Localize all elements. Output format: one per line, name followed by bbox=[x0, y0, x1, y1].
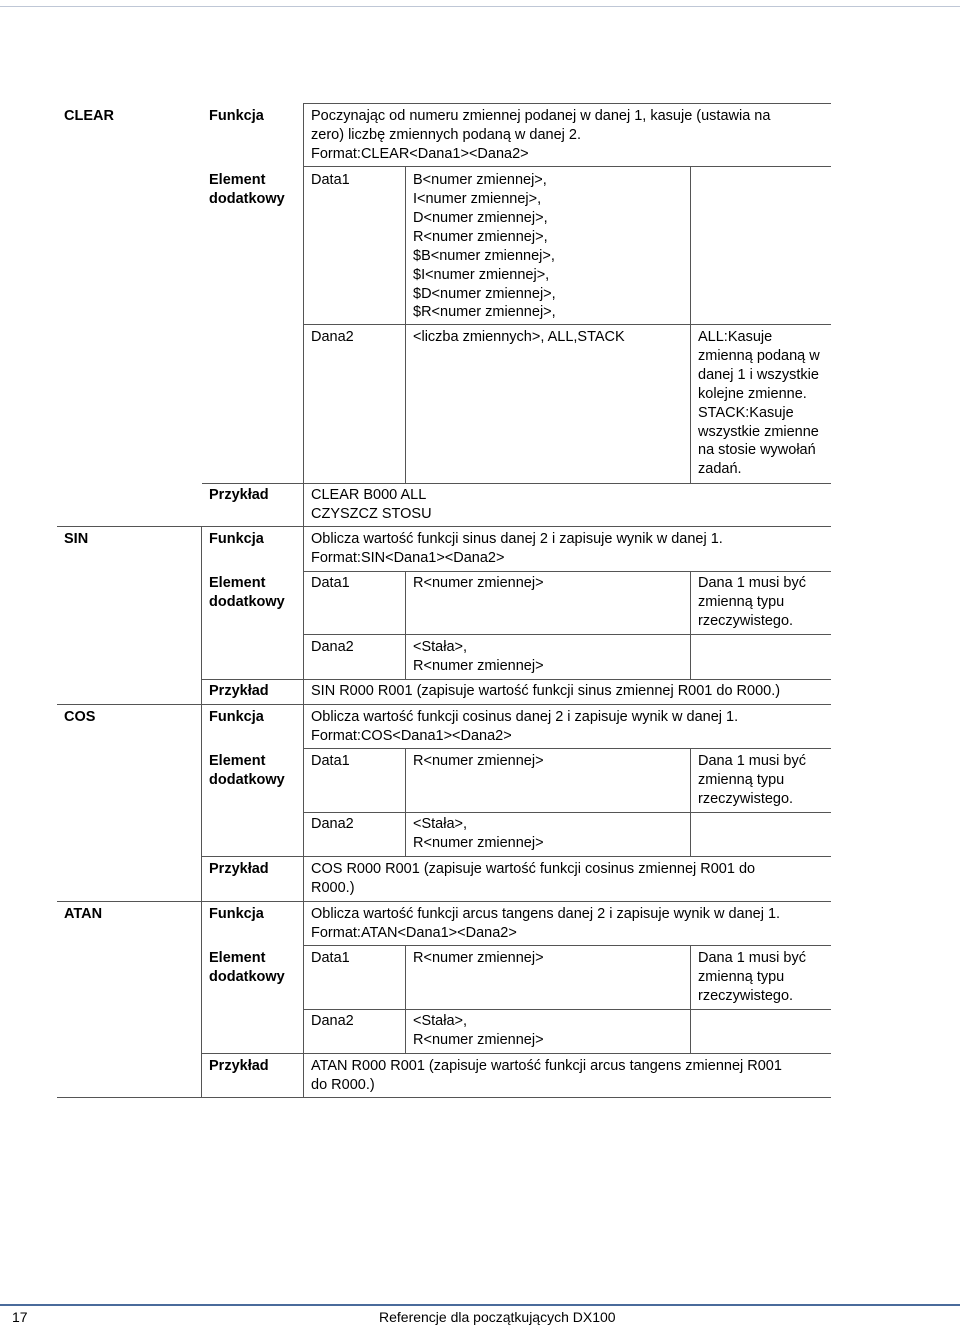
table-rule bbox=[57, 704, 831, 705]
przyklad-line: R000.) bbox=[311, 880, 355, 896]
data1-note-line: zmienną typu bbox=[698, 772, 785, 788]
przyklad-line: do R000.) bbox=[311, 1077, 375, 1093]
description-line: Oblicza wartość funkcji cosinus danej 2 i zapisuje wynik w danej 1. bbox=[311, 709, 739, 725]
description-line: Poczynając od numeru zmiennej podanej w danej 1, kasuje (ustawia na bbox=[311, 108, 771, 124]
funkcja-label: Funkcja bbox=[209, 709, 264, 725]
table-rule bbox=[303, 103, 831, 104]
table-vrule bbox=[690, 571, 691, 679]
przyklad-label: Przykład bbox=[209, 1058, 269, 1074]
table-vrule bbox=[405, 748, 406, 856]
data1-value-line: $R<numer zmiennej>, bbox=[413, 304, 556, 320]
table-vrule bbox=[690, 748, 691, 856]
data1-value: R<numer zmiennej> bbox=[413, 950, 544, 966]
element-label: Element bbox=[209, 950, 266, 966]
footer-title: Referencje dla początkujących DX100 bbox=[379, 1309, 616, 1325]
table-vrule bbox=[303, 103, 304, 1097]
dana2-label: Dana2 bbox=[311, 1013, 354, 1029]
table-vrule bbox=[405, 166, 406, 483]
dana2-note-line: danej 1 i wszystkie bbox=[698, 367, 819, 383]
description-line: Format:SIN<Dana1><Dana2> bbox=[311, 550, 505, 566]
data1-label: Data1 bbox=[311, 753, 350, 769]
page-number: 17 bbox=[12, 1309, 28, 1325]
data1-note-line: zmienną typu bbox=[698, 594, 785, 610]
command-name: COS bbox=[64, 709, 96, 725]
table-vrule bbox=[201, 527, 202, 1097]
funkcja-label: Funkcja bbox=[209, 531, 264, 547]
table-vrule bbox=[405, 945, 406, 1053]
command-name: ATAN bbox=[64, 906, 103, 922]
table-vrule bbox=[690, 945, 691, 1053]
data1-value: R<numer zmiennej> bbox=[413, 753, 544, 769]
element-label: dodatkowy bbox=[209, 191, 285, 207]
table-rule bbox=[57, 1097, 831, 1098]
data1-value-line: D<numer zmiennej>, bbox=[413, 210, 548, 226]
data1-note-line: Dana 1 musi być bbox=[698, 575, 806, 591]
description-line: Format:COS<Dana1><Dana2> bbox=[311, 728, 512, 744]
data1-label: Data1 bbox=[311, 172, 350, 188]
table-rule bbox=[202, 856, 831, 857]
table-rule bbox=[303, 571, 831, 572]
przyklad-line: CZYSZCZ STOSU bbox=[311, 506, 432, 522]
footer-rule bbox=[0, 1304, 960, 1306]
table-rule bbox=[303, 1009, 831, 1010]
element-label: Element bbox=[209, 172, 266, 188]
data1-note-line: rzeczywistego. bbox=[698, 988, 794, 1004]
przyklad-line: ATAN R000 R001 (zapisuje wartość funkcji arcus tangens zmiennej R001 bbox=[311, 1058, 782, 1074]
description-line: zero) liczbę zmiennych podaną w danej 2. bbox=[311, 127, 582, 143]
dana2-label: Dana2 bbox=[311, 639, 354, 655]
dana2-label: Dana2 bbox=[311, 816, 354, 832]
data1-note-line: Dana 1 musi być bbox=[698, 753, 806, 769]
data1-note-line: zmienną typu bbox=[698, 969, 785, 985]
dana2-note-line: wszystkie zmienne bbox=[698, 424, 819, 440]
dana2-label: Dana2 bbox=[311, 329, 354, 345]
dana2-value-line: <Stała>, bbox=[413, 1013, 468, 1029]
table-rule bbox=[303, 634, 831, 635]
table-rule bbox=[303, 166, 831, 167]
dana2-note-line: kolejne zmienne. bbox=[698, 386, 807, 402]
element-label: dodatkowy bbox=[209, 594, 285, 610]
table-rule bbox=[202, 679, 831, 680]
dana2-note-line: na stosie wywołań bbox=[698, 442, 816, 458]
przyklad-line: CLEAR B000 ALL bbox=[311, 487, 427, 503]
top-border bbox=[0, 6, 960, 7]
dana2-value-line: R<numer zmiennej> bbox=[413, 1032, 544, 1048]
table-rule bbox=[303, 324, 831, 325]
element-label: dodatkowy bbox=[209, 772, 285, 788]
data1-value-line: B<numer zmiennej>, bbox=[413, 172, 547, 188]
dana2-value: <liczba zmiennych>, ALL,STACK bbox=[413, 329, 625, 345]
element-label: dodatkowy bbox=[209, 969, 285, 985]
dana2-note-line: zadań. bbox=[698, 461, 742, 477]
dana2-value-line: <Stała>, bbox=[413, 639, 468, 655]
description-line: Format:CLEAR<Dana1><Dana2> bbox=[311, 146, 529, 162]
data1-value: R<numer zmiennej> bbox=[413, 575, 544, 591]
funkcja-label: Funkcja bbox=[209, 108, 264, 124]
table-rule bbox=[303, 748, 831, 749]
table-rule bbox=[202, 1053, 831, 1054]
data1-note-line: Dana 1 musi być bbox=[698, 950, 806, 966]
przyklad-label: Przykład bbox=[209, 861, 269, 877]
data1-value-line: $B<numer zmiennej>, bbox=[413, 248, 555, 264]
data1-label: Data1 bbox=[311, 575, 350, 591]
dana2-value-line: R<numer zmiennej> bbox=[413, 658, 544, 674]
funkcja-label: Funkcja bbox=[209, 906, 264, 922]
command-name: CLEAR bbox=[64, 108, 114, 124]
data1-label: Data1 bbox=[311, 950, 350, 966]
dana2-note-line: ALL:Kasuje bbox=[698, 329, 773, 345]
przyklad-line: COS R000 R001 (zapisuje wartość funkcji cosinus zmiennej R001 do bbox=[311, 861, 756, 877]
przyklad-label: Przykład bbox=[209, 683, 269, 699]
description-line: Oblicza wartość funkcji arcus tangens danej 2 i zapisuje wynik w danej 1. bbox=[311, 906, 781, 922]
data1-note-line: rzeczywistego. bbox=[698, 791, 794, 807]
description-line: Format:ATAN<Dana1><Dana2> bbox=[311, 925, 517, 941]
description-line: Oblicza wartość funkcji sinus danej 2 i zapisuje wynik w danej 1. bbox=[311, 531, 723, 547]
data1-value-line: $I<numer zmiennej>, bbox=[413, 267, 550, 283]
element-label: Element bbox=[209, 753, 266, 769]
data1-value-line: $D<numer zmiennej>, bbox=[413, 286, 556, 302]
command-name: SIN bbox=[64, 531, 89, 547]
przyklad-line: SIN R000 R001 (zapisuje wartość funkcji sinus zmiennej R001 do R000.) bbox=[311, 683, 781, 699]
element-label: Element bbox=[209, 575, 266, 591]
table-vrule bbox=[405, 571, 406, 679]
table-rule bbox=[303, 812, 831, 813]
table-rule bbox=[57, 901, 831, 902]
dana2-note-line: STACK:Kasuje bbox=[698, 405, 794, 421]
dana2-value-line: <Stała>, bbox=[413, 816, 468, 832]
przyklad-label: Przykład bbox=[209, 487, 269, 503]
table-rule bbox=[57, 526, 831, 527]
table-rule bbox=[303, 945, 831, 946]
table-rule bbox=[202, 483, 831, 484]
data1-value-line: I<numer zmiennej>, bbox=[413, 191, 542, 207]
data1-note-line: rzeczywistego. bbox=[698, 613, 794, 629]
dana2-value-line: R<numer zmiennej> bbox=[413, 835, 544, 851]
dana2-note-line: zmienną podaną w bbox=[698, 348, 820, 364]
data1-value-line: R<numer zmiennej>, bbox=[413, 229, 548, 245]
table-vrule bbox=[690, 166, 691, 483]
